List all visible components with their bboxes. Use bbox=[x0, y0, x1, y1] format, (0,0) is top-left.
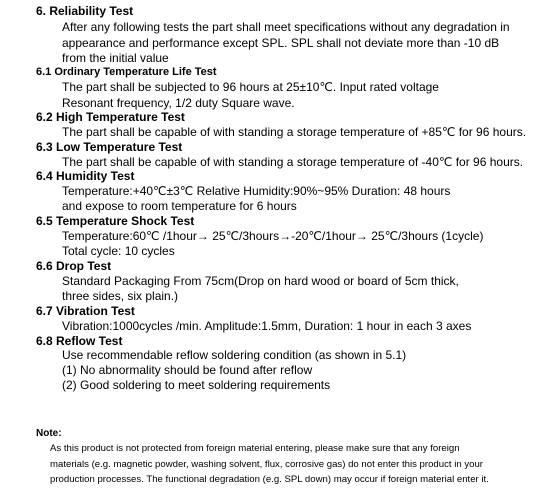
section-heading-high-temperature: 6.2 High Temperature Test bbox=[36, 110, 185, 124]
section-heading-reliability: 6. Reliability Test bbox=[36, 4, 134, 18]
ordinary-temperature-line-1: The part shall be subjected to 96 hours at 25±10℃. Input rated voltage bbox=[62, 80, 439, 94]
drop-line-2: three sides, six plain.) bbox=[62, 289, 179, 303]
section-heading-reflow: 6.8 Reflow Test bbox=[36, 334, 123, 348]
section-heading-ordinary-temperature: 6.1 Ordinary Temperature Life Test bbox=[36, 66, 217, 78]
vibration-line-1: Vibration:1000cycles /min. Amplitude:1.5mm, Duration: 1 hour in each 3 axes bbox=[62, 319, 472, 333]
reliability-line-3: from the initial value bbox=[62, 51, 169, 65]
humidity-line-2: and expose to room temperature for 6 hours bbox=[62, 199, 297, 213]
section-heading-humidity: 6.4 Humidity Test bbox=[36, 169, 135, 183]
drop-line-1: Standard Packaging From 75cm(Drop on hard wood or board of 5cm thick, bbox=[62, 274, 459, 288]
note-line-3: production processes. The functional degradation (e.g. SPL down) may occur if foreign material enter it. bbox=[50, 474, 489, 485]
section-heading-vibration: 6.7 Vibration Test bbox=[36, 304, 135, 318]
temperature-shock-line-2: Total cycle: 10 cycles bbox=[62, 244, 175, 258]
section-heading-low-temperature: 6.3 Low Temperature Test bbox=[36, 140, 183, 154]
note-title: Note: bbox=[36, 428, 62, 439]
reliability-line-1: After any following tests the part shall meet specifications without any degradation in bbox=[62, 20, 510, 34]
reflow-line-1: Use recommendable reflow soldering condition (as shown in 5.1) bbox=[62, 348, 407, 362]
section-heading-drop: 6.6 Drop Test bbox=[36, 259, 112, 273]
note-line-1: As this product is not protected from foreign material entering, please make sure that any foreign bbox=[50, 443, 460, 454]
section-heading-temperature-shock: 6.5 Temperature Shock Test bbox=[36, 214, 195, 228]
note-line-2: materials (e.g. magnetic powder, washing solvent, flux, corrosive gas) do not enter this product in your bbox=[50, 459, 483, 470]
temperature-shock-line-1: Temperature:60℃ /1hour→ 25℃/3hours→-20℃/1hour→ 25℃/3hours (1cycle) bbox=[62, 229, 484, 243]
humidity-line-1: Temperature:+40℃±3℃ Relative Humidity:90%~95% Duration: 48 hours bbox=[62, 184, 451, 198]
ordinary-temperature-line-2: Resonant frequency, 1/2 duty Square wave. bbox=[62, 96, 295, 110]
reliability-line-2: appearance and performance except SPL. SPL shall not deviate more than -10 dB bbox=[62, 36, 500, 50]
high-temperature-line-1: The part shall be capable of with standing a storage temperature of +85℃ for 96 hours. bbox=[62, 125, 527, 139]
reflow-line-2: (1) No abnormality should be found after reflow bbox=[62, 363, 313, 377]
low-temperature-line-1: The part shall be capable of with standing a storage temperature of -40℃ for 96 hours. bbox=[62, 155, 524, 169]
reflow-line-3: (2) Good soldering to meet soldering requirements bbox=[62, 378, 331, 392]
